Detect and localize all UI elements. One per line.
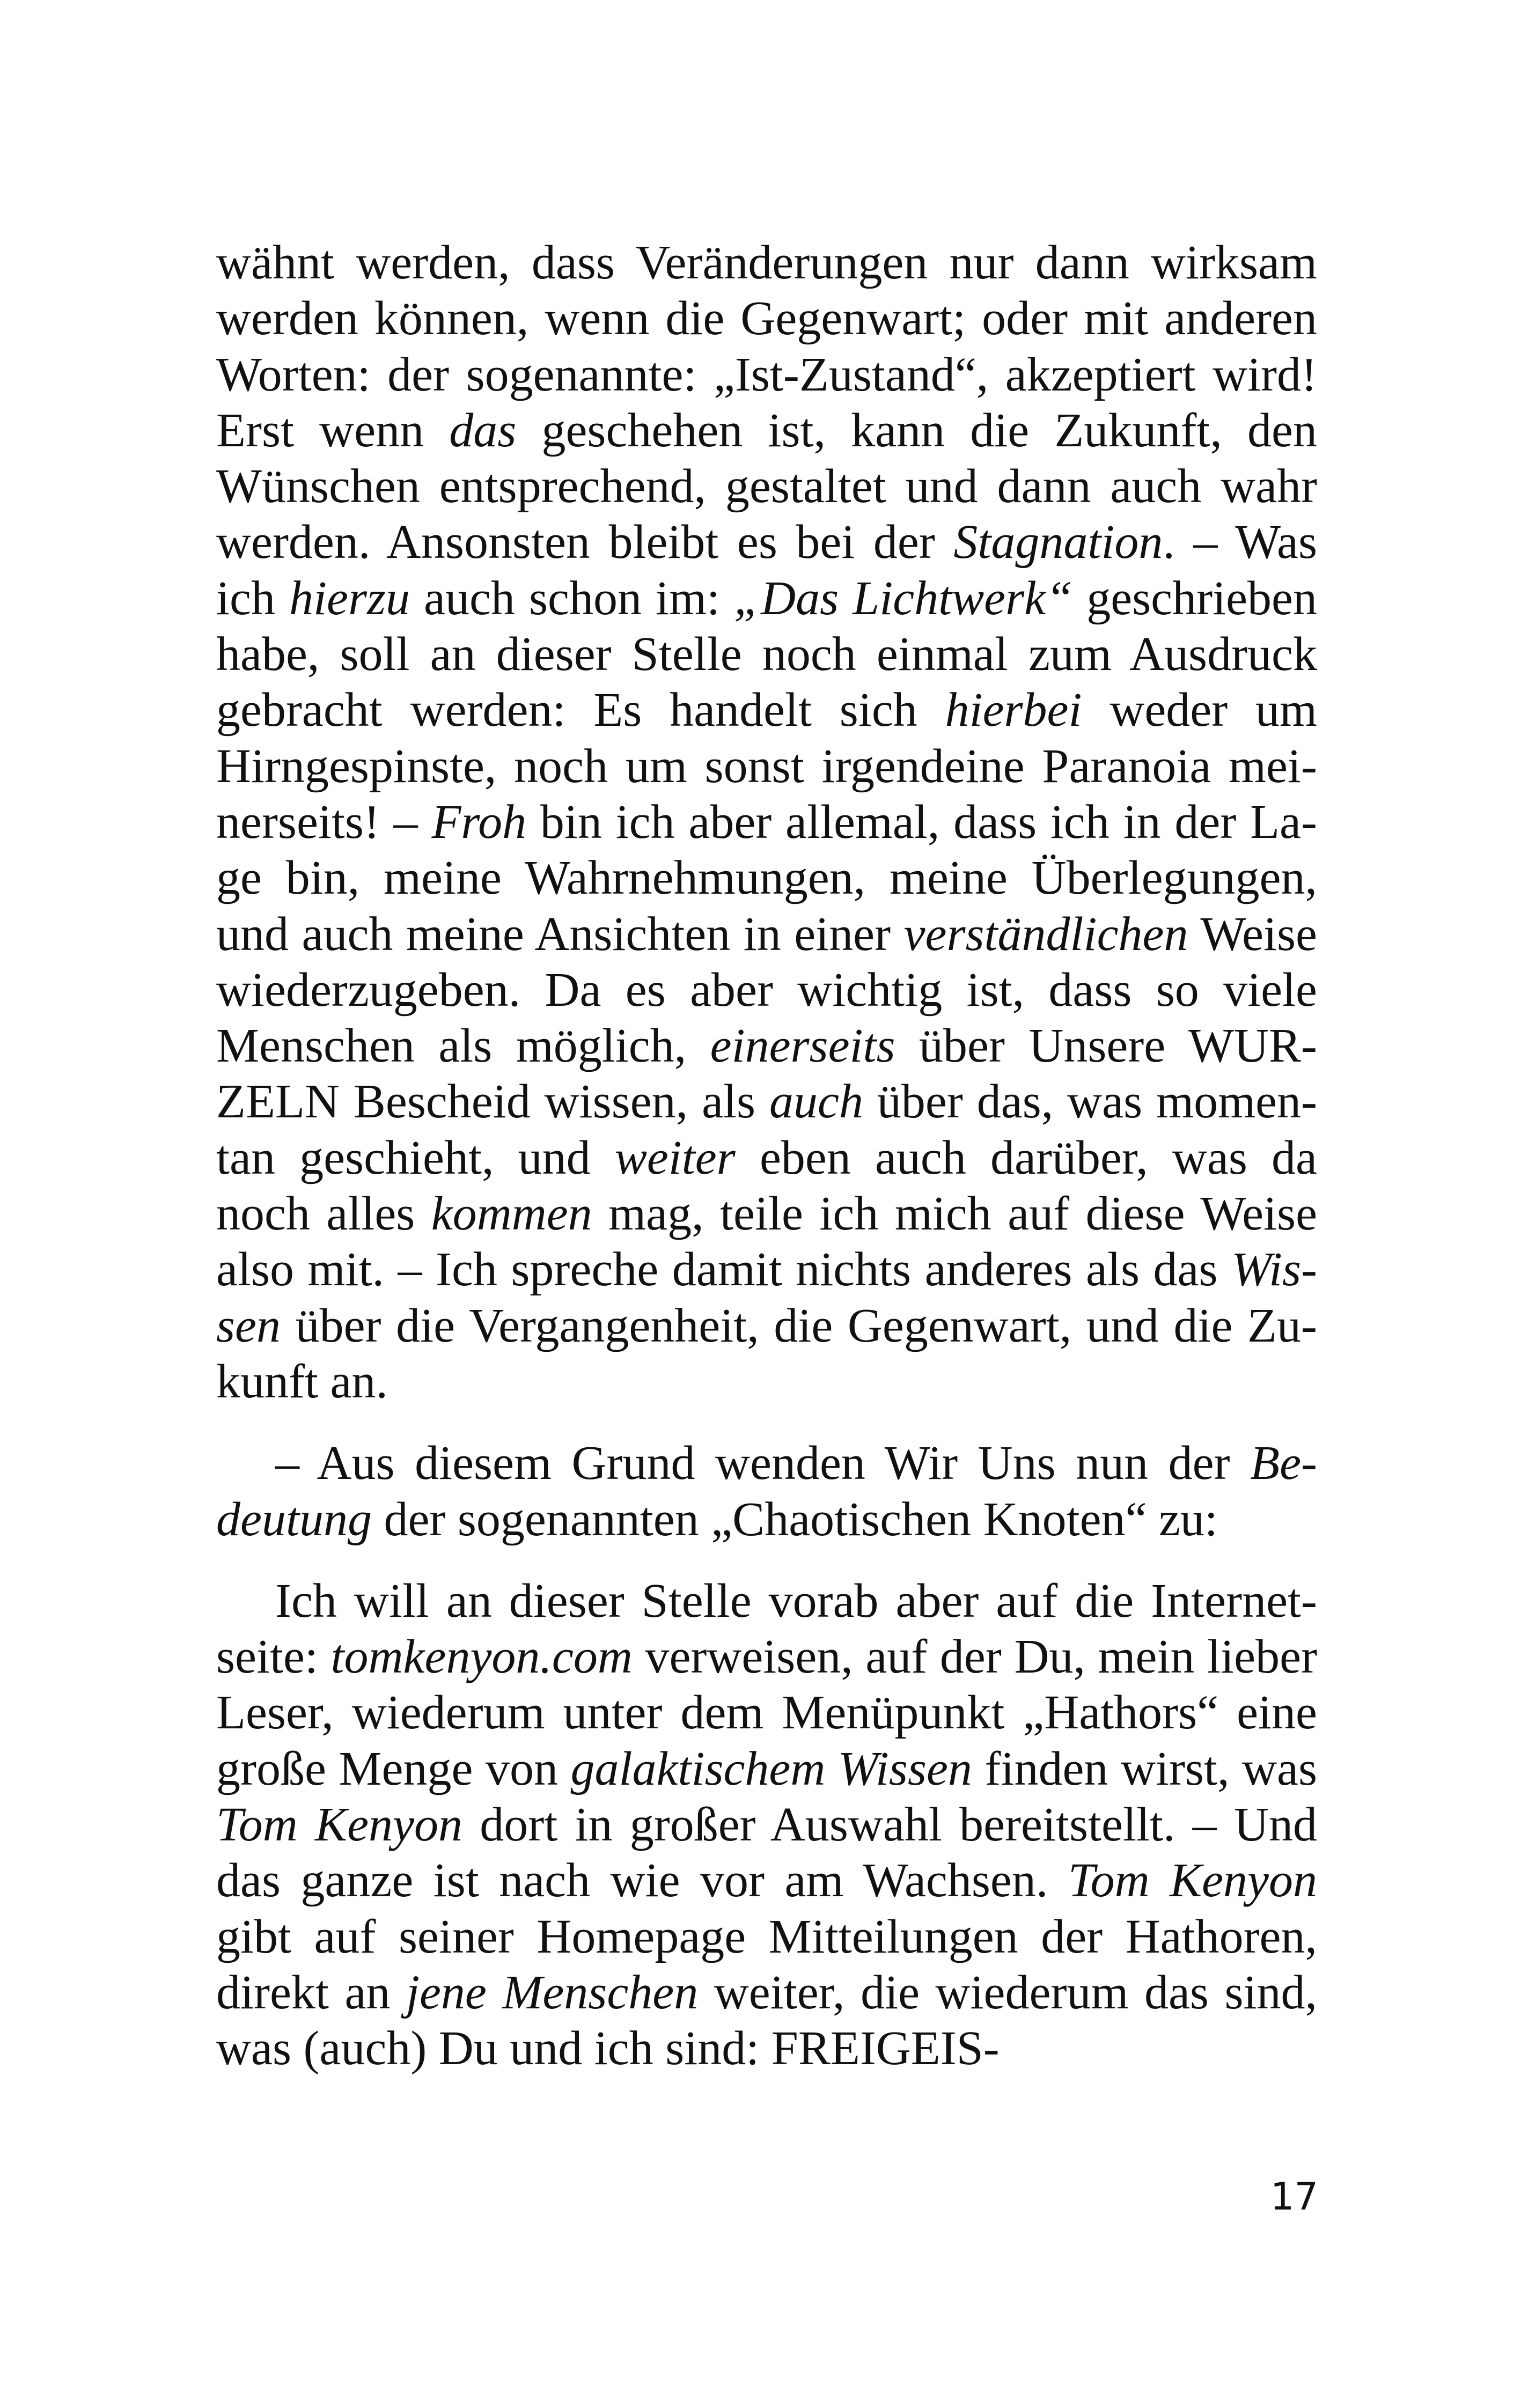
text-run: – Aus diesem Grund wenden Wir Uns nun der xyxy=(275,1437,1251,1490)
italic-text: Tom Kenyon xyxy=(1068,1854,1317,1908)
italic-text: weiter xyxy=(614,1131,736,1184)
text-run: wähnt werden, dass Veränderungen nur dann wirksam werden können, wenn die Gegenwart; oder mit anderen Worten: der sogenannte: „Ist-Zustand“, akzeptiert wird! Erst wenn xyxy=(216,236,1317,457)
italic-text: jene Menschen xyxy=(406,1965,699,2019)
text-run: Ich will an dieser Stelle vorab aber auf die Internetseite: xyxy=(216,1574,1317,1684)
text-run: dort in großer Auswahl bereitstellt. – Und das ganze ist nach wie vor am Wachsen. xyxy=(216,1798,1317,1908)
italic-text: galaktischem Wissen xyxy=(570,1742,972,1795)
text-run: Weise wiederzugeben. Da es aber wichtig ist, dass so viele Menschen als möglich, xyxy=(216,907,1317,1073)
text-run: weder um Hirngespinste, noch um sonst irgendeine Paranoia meinerseits! – xyxy=(216,683,1317,849)
italic-text: „Das Lichtwerk“ xyxy=(734,571,1073,625)
text-run: über die Vergangenheit, die Gegenwart, und die Zukunft an. xyxy=(216,1299,1317,1408)
italic-text: Wissen xyxy=(216,1243,1317,1352)
italic-text: kommen xyxy=(431,1187,592,1241)
italic-text: einerseits xyxy=(710,1019,895,1073)
italic-text: tomkenyon.com xyxy=(330,1630,633,1684)
paragraph-2 xyxy=(216,1435,1317,1548)
text-run: gibt auf seiner Homepage Mitteilungen der Hathoren, direkt an xyxy=(216,1910,1317,2019)
italic-text: hierzu xyxy=(289,571,410,625)
text-run: . – Was ich xyxy=(216,516,1317,625)
italic-text: das xyxy=(449,403,517,457)
italic-text: Stagnation xyxy=(953,516,1163,569)
text-run: bin ich aber allemal, dass ich in der Lage bin, meine Wahrnehmungen, meine Überlegungen, und auch meine Ansichten in einer xyxy=(216,795,1317,961)
italic-text: auch xyxy=(769,1075,863,1129)
text-run: über Unsere WURZELN Bescheid wissen, als xyxy=(216,1019,1317,1129)
italic-text: Bedeutung xyxy=(216,1437,1317,1546)
text-run: geschehen ist, kann die Zukunft, den Wünschen entsprechend, gestaltet und dann auch wahr werden. Ansonsten bleibt es bei der xyxy=(216,403,1318,569)
italic-text: verständlichen xyxy=(903,907,1188,961)
italic-text: hierbei xyxy=(945,683,1082,737)
body-text xyxy=(216,235,1317,2077)
page-number: 17 xyxy=(1270,2175,1318,2219)
paragraph-3 xyxy=(216,1573,1317,2077)
text-run: verweisen, auf der Du, mein lieber Leser, wiederum unter dem Menüpunkt „Hathors“ eine große Menge von xyxy=(216,1630,1317,1795)
text-run: eben auch darüber, was da noch alles xyxy=(216,1131,1317,1241)
text-run: mag, teile ich mich auf diese Weise also mit. – Ich spreche damit nichts anderes als das xyxy=(216,1187,1318,1297)
text-run: weiter, die wiederum das sind, was (auch) Du und ich sind: FREIGEIS- xyxy=(216,1965,1318,2075)
text-run: über das, was momentan geschieht, und xyxy=(216,1075,1318,1184)
italic-text: Tom Kenyon xyxy=(216,1798,462,1852)
text-run: finden wirst, was xyxy=(972,1742,1317,1795)
text-run: der sogenannten „Chaotischen Knoten“ zu: xyxy=(371,1492,1218,1546)
italic-text: Froh xyxy=(431,795,527,849)
text-run: geschrieben habe, soll an dieser Stelle noch einmal zum Ausdruck gebracht werden: Es handelt sich xyxy=(216,571,1317,737)
text-run: auch schon im: xyxy=(410,571,734,625)
paragraph-1 xyxy=(216,235,1317,1410)
